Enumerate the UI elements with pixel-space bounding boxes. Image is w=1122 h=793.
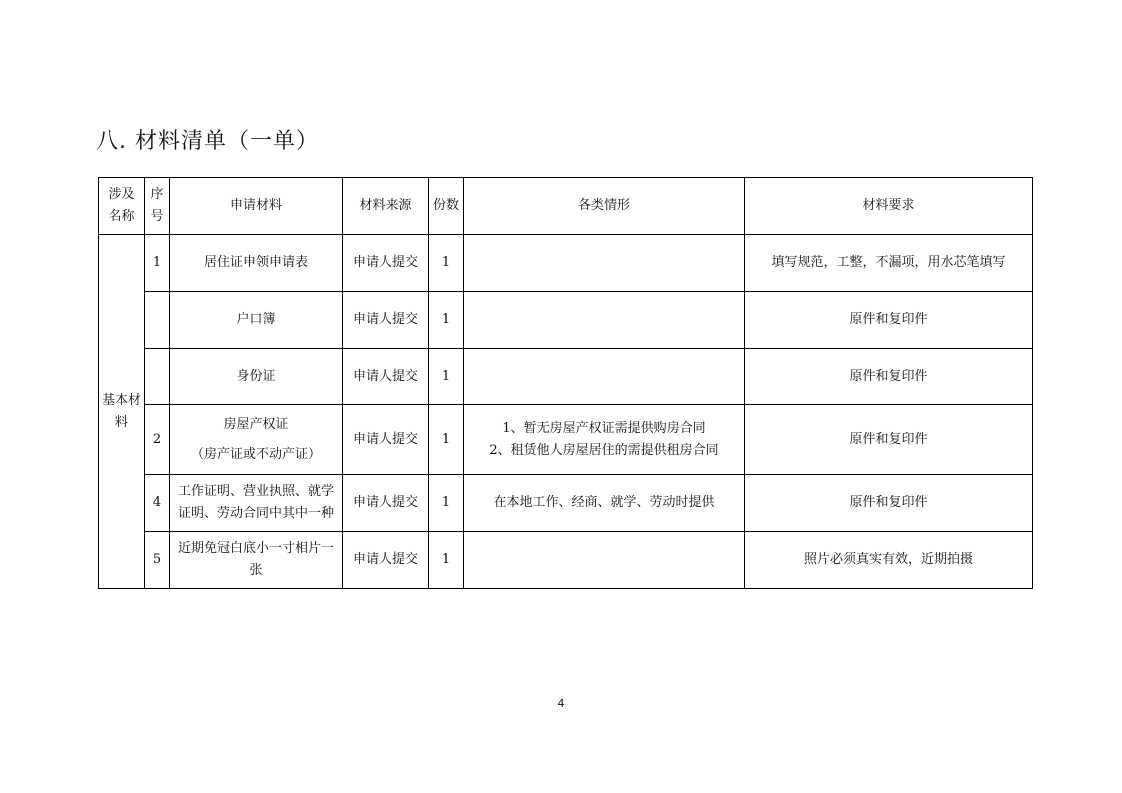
row-material (170, 475, 343, 532)
row-situation (464, 292, 745, 349)
page-number: 4 (557, 697, 565, 710)
row-seq (145, 292, 170, 349)
header-source: 材料来源 (343, 178, 429, 235)
row-requirement: 原件和复印件 (745, 405, 1033, 475)
row-situation (464, 532, 745, 589)
row-material-line-1: 近期免冠白底小一寸相片一 (177, 541, 334, 556)
row-copies: 1 (429, 292, 464, 349)
row-seq: 2 (145, 405, 170, 475)
row-material (170, 405, 343, 475)
row-source: 申请人提交 (343, 349, 429, 405)
row-situation (464, 349, 745, 405)
row-copies: 1 (429, 349, 464, 405)
header-category-line-1: 涉及 (108, 187, 135, 202)
row-copies: 1 (429, 532, 464, 589)
row-seq (145, 349, 170, 405)
materials-table (98, 177, 1033, 589)
row-seq: 1 (145, 235, 170, 292)
row-situation: 在本地工作、经商、就学、劳动时提供 (464, 475, 745, 532)
row-source: 申请人提交 (343, 292, 429, 349)
header-seq-line-1: 序 (150, 187, 164, 202)
row-material-line-2: 证明、劳动合同中其中一种 (177, 506, 334, 521)
row-requirement: 填写规范，工整，不漏项，用水芯笔填写 (745, 235, 1033, 292)
header-requirement: 材料要求 (745, 178, 1033, 235)
row-source: 申请人提交 (343, 405, 429, 475)
row-material: 户口簿 (170, 292, 343, 349)
row-seq: 5 (145, 532, 170, 589)
category-line-2: 料 (114, 414, 128, 430)
row-situation (464, 405, 745, 475)
category-line-1: 基本材 (101, 392, 141, 408)
table-header-row (99, 178, 1033, 235)
row-material-line-1: 工作证明、营业执照、就学 (177, 484, 334, 499)
header-situation: 各类情形 (464, 178, 745, 235)
row-requirement: 原件和复印件 (745, 292, 1033, 349)
table-row (99, 235, 1033, 292)
row-situation (464, 235, 745, 292)
header-seq-line-2: 号 (150, 209, 164, 224)
page-title: 八. 材料清单（一单） (96, 129, 319, 154)
row-source: 申请人提交 (343, 532, 429, 589)
row-material-line-2: 张 (249, 563, 263, 578)
header-seq (145, 178, 170, 235)
row-material-line-2: （房产证或不动产证） (190, 446, 321, 462)
row-source: 申请人提交 (343, 475, 429, 532)
row-requirement: 原件和复印件 (745, 349, 1033, 405)
row-source: 申请人提交 (343, 235, 429, 292)
row-material-line-1: 房屋产权证 (223, 416, 289, 432)
row-situation-line-2: 2、租赁他人房屋居住的需提供租房合同 (489, 442, 719, 458)
table-row (99, 292, 1033, 349)
row-material: 身份证 (170, 349, 343, 405)
row-requirement: 照片必须真实有效，近期拍摄 (745, 532, 1033, 589)
table-row (99, 349, 1033, 405)
row-copies: 1 (429, 235, 464, 292)
row-material (170, 532, 343, 589)
row-seq: 4 (145, 475, 170, 532)
table-row (99, 405, 1033, 475)
header-copies: 份数 (429, 178, 464, 235)
header-material: 申请材料 (170, 178, 343, 235)
header-category (99, 178, 145, 235)
table-row (99, 475, 1033, 532)
table-row (99, 532, 1033, 589)
row-copies: 1 (429, 475, 464, 532)
row-situation-line-1: 1、暂无房屋产权证需提供购房合同 (502, 420, 706, 436)
category-cell (99, 235, 145, 589)
header-category-line-2: 名称 (108, 209, 135, 224)
row-requirement: 原件和复印件 (745, 475, 1033, 532)
row-material: 居住证申领申请表 (170, 235, 343, 292)
row-copies: 1 (429, 405, 464, 475)
